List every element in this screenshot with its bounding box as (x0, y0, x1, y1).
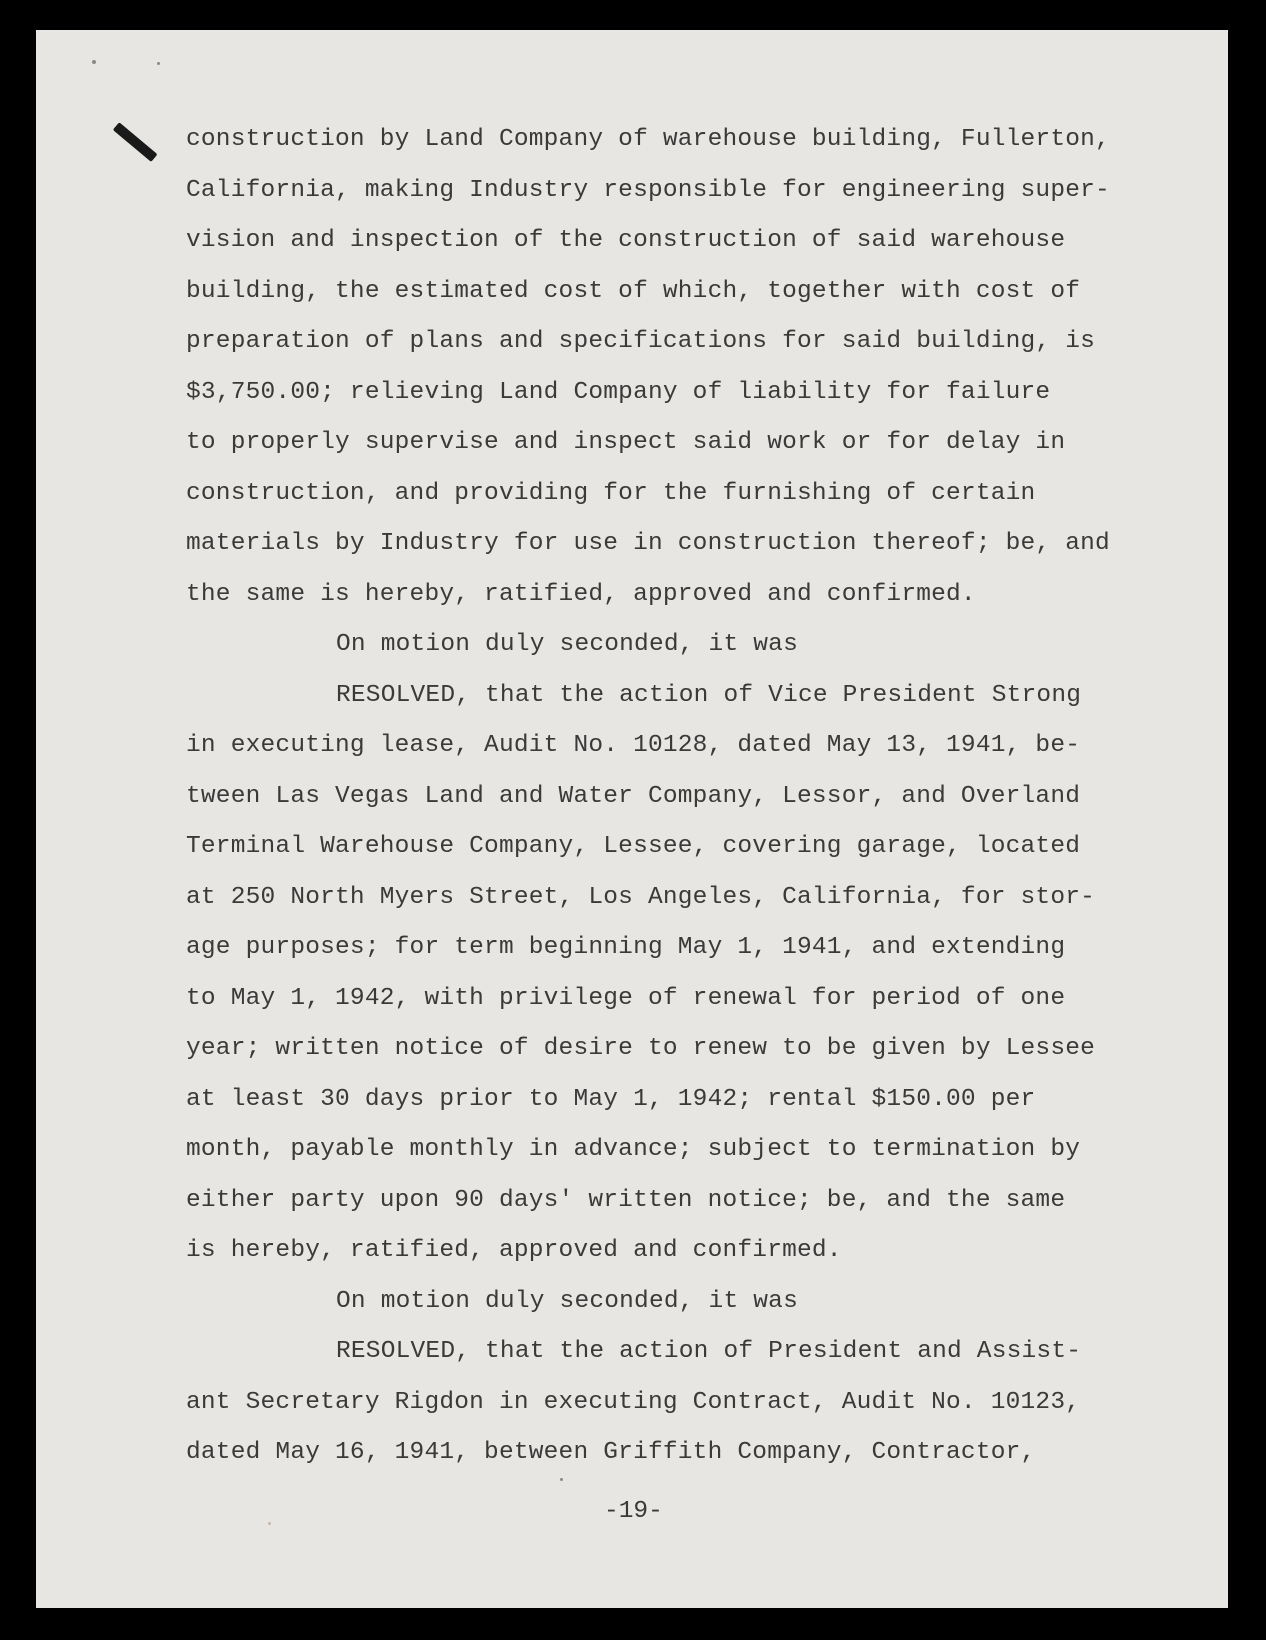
text-line: the same is hereby, ratified, approved and confirmed. (186, 581, 976, 608)
document-page (36, 30, 1228, 1608)
text-line: building, the estimated cost of which, together with cost of (186, 278, 1081, 305)
paper-speck (268, 1522, 271, 1525)
text-line: On motion duly seconded, it was (336, 631, 798, 658)
text-line: Terminal Warehouse Company, Lessee, covering garage, located (186, 833, 1081, 860)
text-line: to properly supervise and inspect said work or for delay in (186, 429, 1066, 456)
text-line: tween Las Vegas Land and Water Company, Lessor, and Overland (186, 783, 1081, 810)
text-line: RESOLVED, that the action of President and Assist- (336, 1338, 1082, 1365)
text-line: age purposes; for term beginning May 1, 1941, and extending (186, 934, 1066, 961)
text-line: materials by Industry for use in construction thereof; be, and (186, 530, 1110, 557)
text-line: California, making Industry responsible for engineering super- (186, 177, 1110, 204)
text-line: construction, and providing for the furnishing of certain (186, 480, 1036, 507)
text-line: construction by Land Company of warehouse building, Fullerton, (186, 126, 1110, 153)
text-line: in executing lease, Audit No. 10128, dated May 13, 1941, be- (186, 732, 1081, 759)
page-number: -19- (604, 1498, 663, 1525)
text-line: at least 30 days prior to May 1, 1942; rental $150.00 per (186, 1086, 1036, 1113)
paper-speck (92, 60, 96, 64)
text-line: preparation of plans and specifications for said building, is (186, 328, 1096, 355)
text-line: to May 1, 1942, with privilege of renewal for period of one (186, 985, 1066, 1012)
text-line: RESOLVED, that the action of Vice President Strong (336, 682, 1082, 709)
text-line: dated May 16, 1941, between Griffith Company, Contractor, (186, 1439, 1036, 1466)
text-line: ant Secretary Rigdon in executing Contract, Audit No. 10123, (186, 1389, 1081, 1416)
text-line: month, payable monthly in advance; subject to termination by (186, 1136, 1081, 1163)
text-line: is hereby, ratified, approved and confirmed. (186, 1237, 842, 1264)
text-line: at 250 North Myers Street, Los Angeles, California, for stor- (186, 884, 1096, 911)
paper-speck (560, 1478, 563, 1481)
text-line: year; written notice of desire to renew to be given by Lessee (186, 1035, 1096, 1062)
paper-speck (157, 62, 160, 65)
text-line: vision and inspection of the construction of said warehouse (186, 227, 1066, 254)
text-line: either party upon 90 days' written notice; be, and the same (186, 1187, 1066, 1214)
text-line: On motion duly seconded, it was (336, 1288, 798, 1315)
text-line: $3,750.00; relieving Land Company of liability for failure (186, 379, 1051, 406)
